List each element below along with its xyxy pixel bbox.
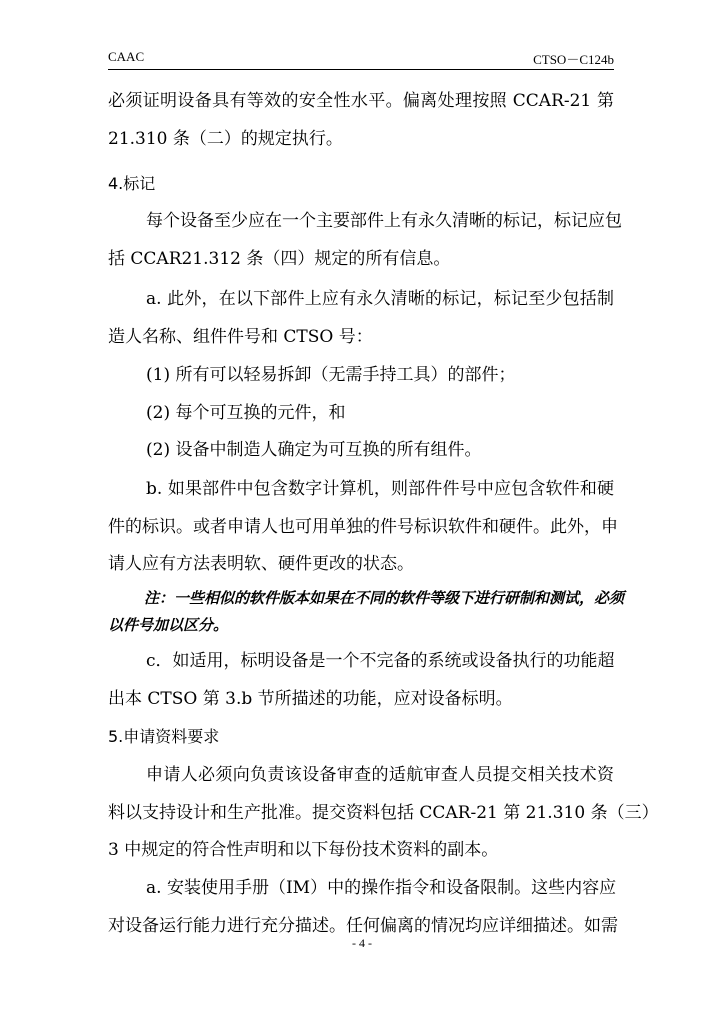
paragraph-line: b. 如果部件中包含数字计算机，则部件件号中应包含软件和硬 (146, 479, 614, 499)
list-item: (2) 设备中制造人确定为可互换的所有组件。 (146, 440, 482, 460)
paragraph-line: 料以支持设计和生产批准。提交资料包括 CCAR-21 第 21.310 条（三） (108, 803, 659, 823)
paragraph-line: 21.310 条（二）的规定执行。 (108, 129, 343, 149)
note-line: 注：一些相似的软件版本如果在不同的软件等级下进行研制和测试，必须 (144, 589, 625, 607)
paragraph-line: 出本 CTSO 第 3.b 节所描述的功能，应对设备标明。 (108, 689, 513, 709)
header-doc-id: CTSO－C124b (533, 52, 614, 67)
paragraph-line: a. 此外，在以下部件上应有永久清晰的标记，标记至少包括制 (146, 289, 614, 309)
paragraph-line: 每个设备至少应在一个主要部件上有永久清晰的标记，标记应包 (146, 211, 622, 231)
section-heading-application-data: 5.申请资料要求 (108, 727, 220, 746)
paragraph-line: 件的标识。或者申请人也可用单独的件号标识软件和硬件。此外，申 (108, 517, 618, 537)
page-header (108, 49, 614, 69)
header-org: CAAC (108, 49, 145, 64)
page-number: - 4 - (352, 936, 372, 950)
paragraph-line: c．如适用，标明设备是一个不完备的系统或设备执行的功能超 (146, 651, 615, 671)
paragraph-line: 申请人必须向负责该设备审查的适航审查人员提交相关技术资 (146, 765, 614, 785)
paragraph-line: a. 安装使用手册（IM）中的操作指令和设备限制。这些内容应 (146, 878, 617, 898)
note-line: 以件号加以区分。 (108, 616, 229, 634)
paragraph-line: 造人名称、组件件号和 CTSO 号： (108, 327, 373, 347)
paragraph-line: 3 中规定的符合性声明和以下每份技术资料的副本。 (108, 840, 499, 860)
header-divider (108, 69, 614, 70)
section-heading-marking: 4.标记 (108, 174, 156, 193)
paragraph-line: 必须证明设备具有等效的安全性水平。偏离处理按照 CCAR-21 第 (108, 91, 614, 111)
paragraph-line: 括 CCAR21.312 条（四）规定的所有信息。 (108, 249, 451, 269)
paragraph-line: 对设备运行能力进行充分描述。任何偏离的情况均应详细描述。如需 (108, 916, 618, 936)
list-item: (1) 所有可以轻易拆卸（无需手持工具）的部件； (146, 365, 516, 385)
paragraph-line: 请人应有方法表明软、硬件更改的状态。 (108, 554, 414, 574)
list-item: (2) 每个可互换的元件，和 (146, 403, 346, 423)
